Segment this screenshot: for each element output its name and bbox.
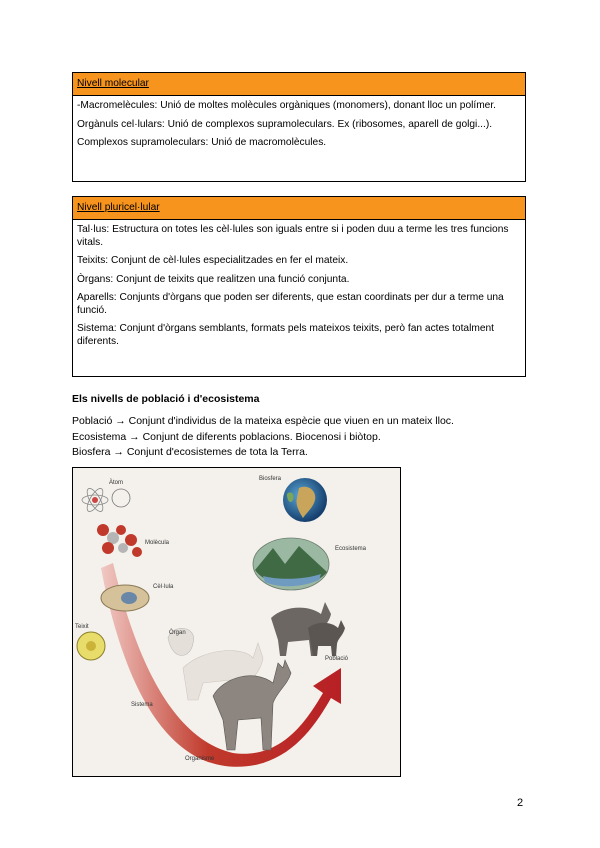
- biosphere-label: Biosfera: [259, 476, 282, 482]
- definition-line: Ecosistema → Conjunt de diferents poblacions. Biocenosi i biòtop.: [72, 430, 381, 443]
- ecosystem-label: Ecosistema: [335, 546, 367, 552]
- definition-line: Població → Conjunt d'individus de la mateixa espècie que viuen en un mateix lloc.: [72, 415, 454, 427]
- organ-label: Òrgan: [169, 630, 186, 636]
- pluricellular-item: Aparells: Conjunts d'òrgans que poden ser diferents, que estan coordinats per dur a terme una funció.: [77, 292, 504, 316]
- pluricellular-level-box: [72, 196, 526, 377]
- organization-levels-illustration: [73, 468, 400, 776]
- tissue-icon: [77, 632, 105, 660]
- tissue-label: Teixit: [75, 624, 89, 630]
- ecosystem-icon: [253, 538, 329, 590]
- molecular-level-title: Nivell molecular: [73, 73, 525, 96]
- cell-label: Cèl·lula: [153, 584, 174, 590]
- section-title: Els nivells de població i d'ecosistema: [72, 393, 260, 405]
- molecular-item: Orgànuls cel·lulars: Unió de complexos supramoleculars. Ex (ribosomes, aparell de golgi...).: [77, 118, 493, 130]
- pluricellular-level-body: [73, 220, 525, 348]
- biosphere-earth-icon: [283, 478, 327, 522]
- population-label: Població: [325, 656, 349, 662]
- molecular-item: -Macromelècules: Unió de moltes molècules orgàniques (monomers), donant lloc un polímer.: [77, 100, 497, 111]
- pluricellular-level-title: Nivell pluricel·lular: [73, 197, 525, 220]
- cell-icon: [101, 585, 149, 611]
- molecular-item: Complexos supramoleculars: Unió de macromolècules.: [77, 137, 327, 148]
- definition-line: Biosfera → Conjunt d'ecosistemes de tota la Terra.: [72, 446, 308, 458]
- page-number: 2: [517, 797, 524, 809]
- molecule-label: Molècula: [145, 540, 170, 546]
- molecular-level-box: [72, 72, 526, 182]
- organization-levels-figure: [72, 467, 401, 777]
- pluricellular-item: Tal·lus: Estructura on totes les cèl·lules son iguals entre si i poden duu a terme les tres funcions vitals.: [77, 224, 509, 248]
- organism-label: Organisme: [185, 756, 215, 762]
- pluricellular-item: Teixits: Conjunt de cèl·lules especialitzades en fer el mateix.: [77, 255, 349, 266]
- pluricellular-item: Òrgans: Conjunt de teixits que realitzen una funció conjunta.: [77, 273, 350, 285]
- definition-lines: [72, 414, 454, 461]
- system-label: Sistema: [131, 702, 153, 708]
- atom-label: Àtom: [109, 480, 124, 486]
- molecular-level-body: [73, 96, 525, 150]
- pluricellular-item: Sistema: Conjunt d'òrgans semblants, formats pels mateixos teixits, però fan actes totalment diferents.: [77, 323, 494, 347]
